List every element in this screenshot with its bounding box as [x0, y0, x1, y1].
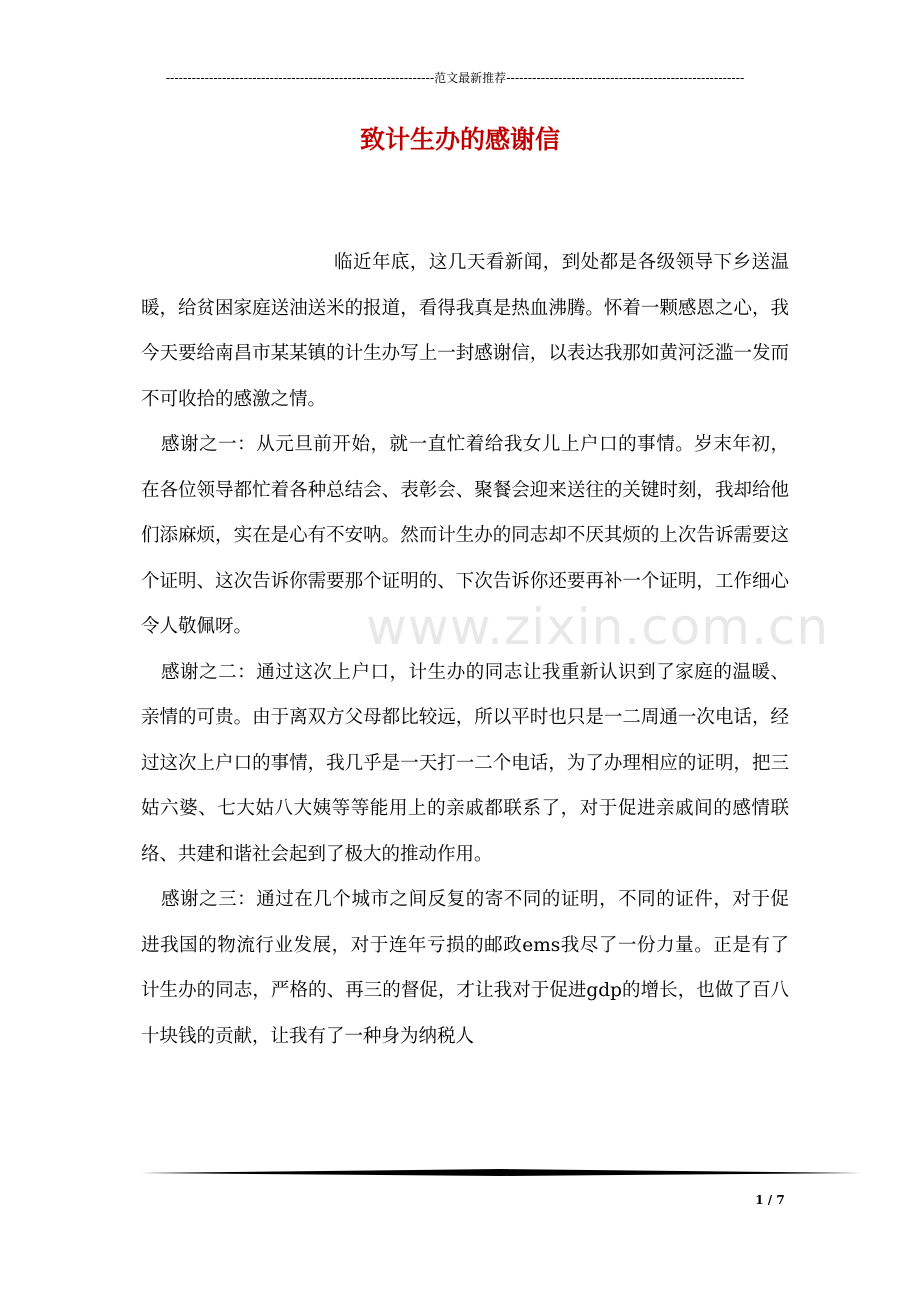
paragraph-1: 临近年底，这几天看新闻，到处都是各级领导下乡送温暖，给贫困家庭送油送米的报道，看得我真是热血沸腾。怀着一颗感恩之心，我今天要给南昌市某某镇的计生办写上一封感谢信，以表达我那如黄河泛滥一发而不可收拾的感激之情。 [141, 252, 789, 410]
paragraph-2: 感谢之一：从元旦前开始，就一直忙着给我女儿上户口的事情。岁末年初，在各位领导都忙着各种总结会、表彰会、聚餐会迎来送往的关键时刻，我却给他们添麻烦，实在是心有不安呐。然而计生办的同志却不厌其烦的上次告诉需要这个证明、这次告诉你需要那个证明的、下次告诉你还要再补一个证明，工作细心令人敬佩呀。 [141, 434, 789, 637]
paragraph-3: 感谢之二：通过这次上户口，计生办的同志让我重新认识到了家庭的温暖、亲情的可贵。由于离双方父母都比较远，所以平时也只是一二周通一次电话，经过这次上户口的事情，我几乎是一天打一二个电话，为了办理相应的证明，把三姑六婆、七大姑八大姨等等能用上的亲戚都联系了，对于促进亲戚间的感情联络、共建和谐社会起到了极大的推动作用。 [141, 661, 789, 865]
page-number: 1 / 7 [755, 1193, 785, 1207]
letter-body [141, 240, 789, 1059]
header-rule: --------------------------------------------------------------范文最新推荐------------------------------------------------------- [165, 71, 745, 85]
document-title: 致计生办的感谢信 [359, 125, 560, 154]
paragraph-4: 感谢之三：通过在几个城市之间反复的寄不同的证明，不同的证件，对于促进我国的物流行业发展，对于连年亏损的邮政ems我尽了一份力量。正是有了计生办的同志，严格的、再三的督促，才让我对于促进gdp的增长，也做了百八十块钱的贡献，让我有了一种身为纳税人 [141, 889, 789, 1047]
watermark: www.zixin.com.cn [366, 598, 830, 656]
footer-divider [140, 1167, 862, 1177]
